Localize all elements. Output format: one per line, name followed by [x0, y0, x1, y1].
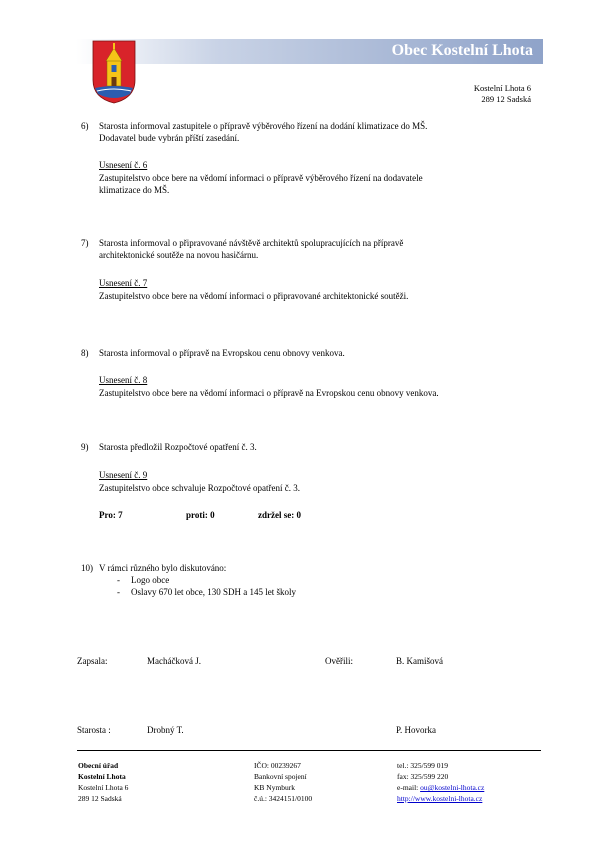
- address-line-2: 289 12 Sadská: [481, 94, 531, 104]
- footer-ico: IČO: 00239267: [254, 761, 301, 770]
- footer-office-address: Kostelní Lhota 6: [78, 783, 129, 792]
- header-bar: [76, 39, 543, 64]
- item-number: 9): [81, 442, 89, 452]
- resolution-title: Usnesení č. 8: [99, 375, 148, 385]
- item-text-line: architektonické soutěže na novou hasičárnu.: [99, 250, 259, 260]
- footer-phone: tel.: 325/599 019: [397, 761, 449, 770]
- item-text-line: Starosta předložil Rozpočtové opatření č. 3.: [99, 442, 257, 452]
- resolution-title: Usnesení č. 7: [99, 278, 148, 288]
- resolution-text-line: Zastupitelstvo obce bere na vědomí informaci o připravované architektonické soutěži.: [99, 291, 409, 301]
- vote-zdrzel: zdržel se: 0: [258, 510, 301, 520]
- resolution-text-line: klimatizace do MŠ.: [99, 185, 170, 195]
- verifier-name: P. Hovorka: [396, 725, 436, 735]
- item-text-line: Starosta informoval o připravované návštěvě architektů spolupracujících na přípravě: [99, 238, 404, 248]
- mayor-name: Drobný T.: [147, 725, 184, 735]
- footer-divider: [77, 750, 541, 751]
- coat-of-arms-icon: [92, 40, 136, 104]
- vote-pro: Pro: 7: [99, 510, 123, 520]
- verifier-name: B. Kamišová: [396, 656, 443, 666]
- address-line-1: Kostelní Lhota 6: [473, 83, 531, 93]
- item-number: 10): [81, 563, 93, 573]
- item-text-line: Starosta informoval o přípravě na Evropskou cenu obnovy venkova.: [99, 348, 345, 358]
- bullet-dash: -: [117, 575, 120, 585]
- item-text-line: Dodavatel bude vybrán příští zasedání.: [99, 133, 240, 143]
- recorder-name: Macháčková J.: [147, 656, 201, 666]
- resolution-text-line: Zastupitelstvo obce bere na vědomí informaci o přípravě na Evropskou cenu obnovy venkova.: [99, 388, 439, 398]
- item-number: 6): [81, 121, 89, 131]
- footer-email-row: [397, 782, 484, 793]
- footer-email-link[interactable]: ou@kostelni-lhota.cz: [420, 783, 485, 792]
- footer-office-address: 289 12 Sadská: [78, 794, 122, 803]
- footer-bank-name: KB Nymburk: [254, 783, 296, 792]
- footer-fax: fax: 325/599 220: [397, 772, 449, 781]
- bullet-dash: -: [117, 587, 120, 597]
- resolution-text-line: Zastupitelstvo obce bere na vědomí informaci o přípravě výběrového řízení na dodavatele: [99, 173, 423, 183]
- resolution-title: Usnesení č. 6: [99, 160, 148, 170]
- footer-account: č.ú.: 3424151/0100: [254, 794, 313, 803]
- resolution-text-line: Zastupitelstvo obce schvaluje Rozpočtové opatření č. 3.: [99, 483, 300, 493]
- footer-office-name: Obecní úřad: [78, 761, 119, 770]
- resolution-title: Usnesení č. 9: [99, 470, 148, 480]
- item-text-line: V rámci různého bylo diskutováno:: [99, 563, 227, 573]
- vote-proti: proti: 0: [186, 510, 215, 520]
- mayor-label: Starosta :: [77, 725, 111, 735]
- footer-web-link[interactable]: http://www.kostelni-lhota.cz: [397, 794, 483, 803]
- footer-bank-label: Bankovní spojení: [254, 772, 307, 781]
- footer-email-label: e-mail:: [397, 783, 421, 792]
- municipality-title: Obec Kostelní Lhota: [391, 42, 533, 59]
- bullet-item: Oslavy 670 let obce, 130 SDH a 145 let školy: [131, 587, 296, 597]
- verifiers-label: Ověřili:: [325, 656, 353, 666]
- recorder-label: Zapsala:: [77, 656, 108, 666]
- bullet-item: Logo obce: [131, 575, 170, 585]
- item-text-line: Starosta informoval zastupitele o přípravě výběrového řízení na dodání klimatizace do MŠ.: [99, 121, 428, 131]
- footer-office-name: Kostelní Lhota: [78, 772, 126, 781]
- item-number: 8): [81, 348, 89, 358]
- item-number: 7): [81, 238, 89, 248]
